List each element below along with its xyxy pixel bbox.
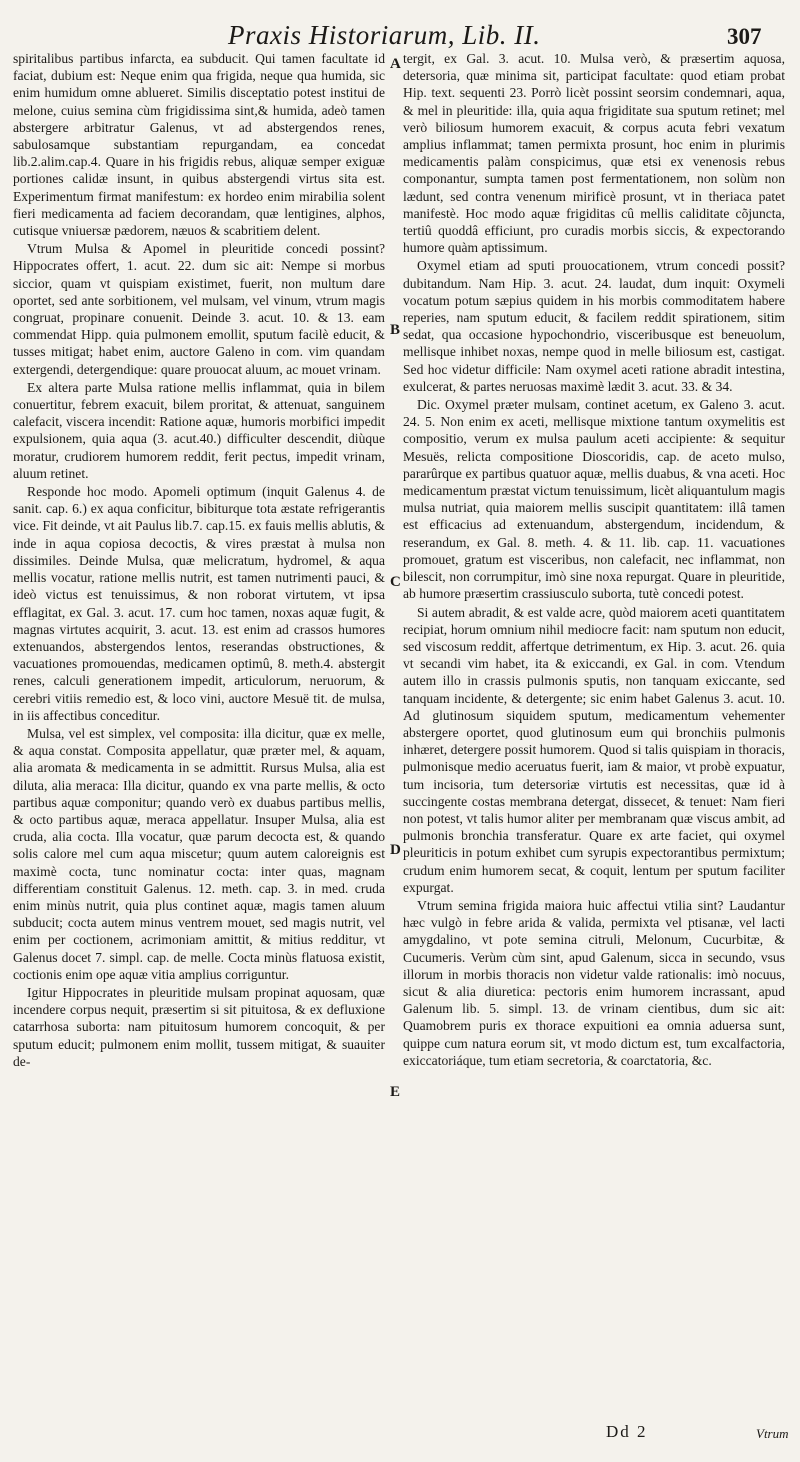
paragraph: spiritalibus partibus infarcta, ea subducit. Qui tamen facultate id faciat, dubium est: Neque enim qua frigida, neque qua humida, sic enim humidum omne ablueret. Similis disceptatio potest institui de melone, cuius semina cùm frigidissima sint,& humida, adeò tamen abstergere arbitratur Galenus, vt ad abstergendos renes, sabulosamque substantiam repurgandam, ea concedat lib.2.alim.cap.4. Quare in his frigidis rebus, aliquæ semper exiguæ portiones calidæ insunt, in quibus abstergendi virtus sita est. Experimentum firmat manifestum: ex hordeo enim mirabilia solent fieri medicamenta ad faciem decorandam, quæ lentigines, alphos, cutisque vniuersæ pædorem, næuos & scabritiem delent. (13, 51, 385, 239)
paragraph: tergit, ex Gal. 3. acut. 10. Mulsa verò, & præsertim aquosa, detersoria, quæ minima sit, participat facultate: quod etiam probat Hip. text. sequenti 23. Porrò licèt possint seorsim condemnari, aqua, & mel in pleuritide: illa, quia aqua frigiditate sua sputum retinet; mel verò biliosum humorem exacuit, & corpus acuta febri vexatum amplius inflammat; tamen permixta prosunt, hoc enim in plurimis medicamentis palàm conspicimus, quæ etsi ex venenosis rebus componantur, sumpta tamen post fermentationem, non solùm non lædunt, sed contra venenum mirificè prosunt, vt in theriaca patet manifestè. Hoc modo aquæ frigiditas cû mellis caliditate cõjuncta, tertiû quoddâ efficiunt, pro curadis morbis siccis, & expectorando humore quàm aptissimum. (403, 51, 785, 256)
paragraph: Si autem abradit, & est valde acre, quòd maiorem aceti quantitatem recipiat, horum omnium nihil mediocre facit: nam sputum non educit, sed viscosum reddit, affertque detrimentum, ex Hip. 3. acut. 26. quia vt secandi vim habet, ita & exiccandi, ex Gal. in com. Vtendum autem illo in crassis pulmonis sputis, non tanquam exiccante, sed tanquam incidente, & detergente; sic enim habet Galenus 3. acut. 10. Ad glutinosum siquidem sputum, medicamentum vehementer abstergere oportet, quod glutinosum eum qui bronchiis pulmonis inhæret, detergere possit humorem. Quod si talis quispiam in thoracis, pulmonisque medio aceruatus fuerit, iam & maior, vt probè expuatur, tum incisoria, tum detersoriæ virtutis est necessitas, quæ id à succingente costas membrana detergat, dissecet, & tenuet: Nam fieri non potest, vt talis humor aliter per membranam quæ viscus ambit, ad pulmonis bronchia transferatur. Quare ex arte faciet, qui oxymel pleuriticis in potum exhibet cum syrupis expectorantibus permixtum; crudum enim humorem secat, & coquit, lentum per sputum faciliter expurgat. (403, 604, 785, 895)
page-number: 307 (727, 24, 762, 49)
paragraph: Vtrum semina frigida maiora huic affectui vtilia sint? Laudantur hæc vulgò in febre arida & valida, permixta vel ptisanæ, vel lacti amygdalino, vt pote semina citruli, Melonum, Cucurbitæ, & Cucumeris. Verùm cùm sint, apud Galenum, sicca in secundo, vsus illorum in morbis thoracis non videtur valde rationalis: imò nocuus, sicut & alia diuretica: pectoris enim humorem incrassant, apud Galenum lib. 5. simpl. 13. de vrinam cientibus, dum sic ait: Quamobrem puris ex thorace expuitioni ea omnia aduersa sunt, quippe cum natura eorum sit, vt modo dictum est, tum excalfactoria, exiccatoriáque, tum etiam secretoria, & coarctatoria, &c. (403, 897, 785, 1068)
paragraph: Responde hoc modo. Apomeli optimum (inquit Galenus 4. de sanit. cap. 6.) ex aqua conficitur, bibiturque tota æstate refrigerantis vice. Fit deinde, vt ait Paulus lib.7. cap.15. ex fauis mellis ablutis, & inde in aqua copiosa decoctis, & vires præstat à mulsa non dissimiles. Deinde Mulsa, quæ melicratum, hydromel, & aqua mellis vocatur, ratione mellis nutrit, est tamen nutrimenti pauci, & ideò victus est tenuissimus, & non roborat virtutem, vt ipsa efflagitat, ex Gal. 3. acut. 17. cum hoc tamen, noxas aquæ fugit, & magnas virtutes acquirit, 3. acut. 13. est enim ad crassos humores extenuandos, abstergendos lentos, reserandas obstructiones, & vacuationes promouendas, medicamen optimû, 8. meth.4. abstergit renes, calculi generationem impedit, articulorum, neruorum, & cerebri vitiis remedio est, & loco vini, auctore Mesuë tit. de mulsa, in iis affectibus conceditur. (13, 484, 385, 723)
margin-mark-a: A (390, 56, 401, 72)
left-column (13, 50, 385, 1420)
paragraph: Igitur Hippocrates in pleuritide mulsam propinat aquosam, quæ incendere corpus nequit, præsertim si sit pituitosa, & ex defluxione catarrhosa suborta: nam pituitosum humorem concoquit, & per sputum educit; pulmonem enim mollit, tussem mitigat, & suauiter de- (13, 984, 385, 1069)
signature-mark: Dd 2 (606, 1422, 648, 1441)
right-column (403, 50, 785, 1420)
running-title: Praxis Historiarum, Lib. II. (228, 20, 541, 50)
margin-mark-d: D (390, 842, 401, 858)
paragraph: Ex altera parte Mulsa ratione mellis inflammat, quia in bilem conuertitur, febrem exacuit, bilem proritat, & attenuat, sanguinem calefacit, viscera incendit: Ratione aquæ, humoris morbifici impedit expulsionem, quia aqua (3. acut.40.) difficulter descendit, diùque moratur, crudiorem humorem reddit, ferit pectus, impedit vrinam, aluum retinet. (13, 379, 385, 481)
paragraph: Oxymel etiam ad sputi prouocationem, vtrum concedi possit? dubitandum. Nam Hip. 3. acut. 24. laudat, dum inquit: Oxymeli vocatum potum sæpius quidem in his morbis commoditatem habere reperies, nam sputum educit, & facilem reddit spirationem, sitim sedat, qua occasione hypochondrio, visceribusque est beneuolum, mellisque inhibet noxas, nempe quod in melle biliosum est, castigat. Sed hoc videtur difficile: Nam oxymel aceti ratione abradit intestina, exulcerat, & partes neruosas maximè lædit 3. acut. 33. & 34. (403, 258, 785, 394)
catchword: Vtrum (756, 1426, 789, 1441)
margin-mark-e: E (390, 1084, 401, 1100)
paragraph: Mulsa, vel est simplex, vel composita: illa dicitur, quæ ex melle, & aqua constat. Composita appellatur, quæ præter mel, & aquam, alia aromata & medicamenta in se admittit. Rursus Mulsa, alia est diluta, alia meraca: Illa dicitur, quando ex vna parte mellis, & octo partibus aquæ componitur; quando verò ex duabus partibus mellis, & octo partibus aquæ, meraca appellatur. Insuper Mulsa, alia est cruda, alia cocta. Illa vocatur, quæ parum decocta est, & quando solis calore mel cum aqua miscetur; quum autem caloreignis est maximè cocta, tunc nominatur cocta: inter quas, magnam differentiam constituit Galenus. 12. meth. cap. 3. in med. cruda enim minùs nutrit, quia plus continet aquæ, magis tamen aluum subducit; cocta autem minus ventrem mouet, sed magis nutrit, vel enim per coctionem, acrimoniam amittit, & mitius redditur, vt Galenus docet 7. simpl. cap. de melle. Cocta minùs flatuosa existit, coctionis enim ope aquæ vitia amplius corriguntur. (13, 725, 385, 982)
margin-mark-c: C (390, 574, 401, 590)
paragraph: Dic. Oxymel præter mulsam, continet acetum, ex Galeno 3. acut. 24. 5. Non enim ex aceti, mellisque mixtione tantum oxymelitis est compositio, verum ex mulsa paulum aceti accipiente: & sequitur Mesuës, relicta compositione Dioscoridis, cap. de aceto mulso, pararûrque ex partibus quatuor aquæ, mellis duabus, & vna aceti. Hoc medicamentum præstat victum tenuissimum, licèt aliquantulum magis mulsa nutriat, quia maiorem mellis suscipit quantitatem: illâ tamen est efficacius ad extenuandum, abstergendum, incidendum, & reserandum, ex Gal. 8. meth. 4. & 11. lib. cap. 11. vacuationes promouet, gratum est visceribus, non calefacit, nec inflammat, non bilescit, non corrumpitur, imò sine noxa repurgat. Quare in pleuritide, ab humore præsertim crassiusculo suborta, tutè concedi potest. (403, 397, 785, 602)
paragraph: Vtrum Mulsa & Apomel in pleuritide concedi possint? Hippocrates offert, 1. acut. 22. dum sic ait: Nempe si morbus siccior, quam vt quispiam existimet, fuerit, non multum dare oportet, sed ante sorbitionem, vel mulsam, vel vinum, vtrum magis congruat, propinare conuenit. Deinde 3. acut. 10. & 13. eam commendat Hipp. quia pulmonem emollit, sputum facilè educit, & tusses mitigat; habet enim, auctore Galeno in com. vim quandam extergendi, detergendique: quare prouocat aluum, ac mouet vrinam. (13, 241, 385, 377)
margin-mark-b: B (390, 322, 401, 338)
